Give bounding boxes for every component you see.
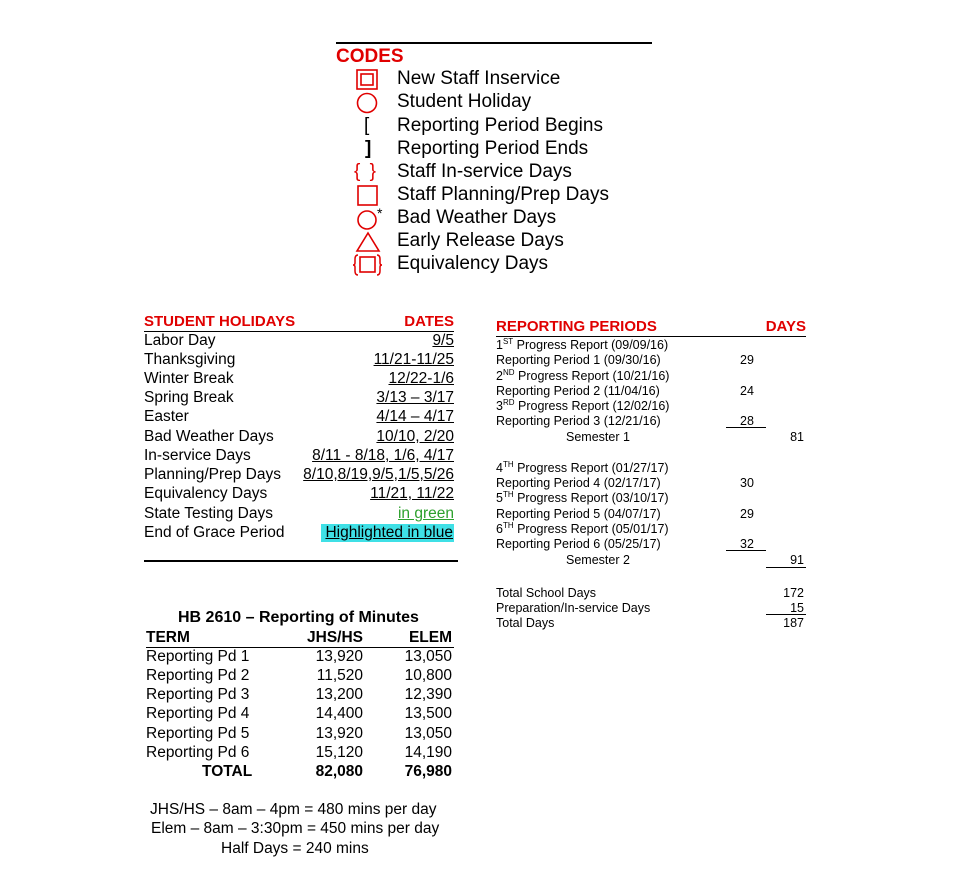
period-text: Progress Report (09/09/16): [513, 338, 669, 352]
note-elem-hours: Elem – 8am – 3:30pm = 450 mins per day: [151, 820, 440, 837]
period-text: Reporting Period 2 (11/04/16): [496, 384, 660, 398]
holiday-label: Easter: [144, 408, 189, 425]
elem-cell: 13,050: [404, 725, 452, 742]
holiday-label: Labor Day: [144, 332, 216, 349]
holidays-bottom-rule: [144, 560, 458, 562]
ordinal-suffix: TH: [502, 521, 514, 530]
period-days: 24: [740, 384, 754, 398]
period-text: Progress Report (10/21/16): [514, 369, 670, 383]
year-sum-rule: [766, 567, 806, 568]
total-label: Total School Days: [496, 586, 597, 600]
holiday-date-green: in green: [397, 505, 454, 522]
code-staff-planning-prep-days: [352, 185, 672, 207]
reporting-period-label: [496, 399, 669, 413]
jhs-hs-cell: 13,920: [315, 725, 363, 742]
ordinal-number: 3: [496, 399, 503, 413]
holiday-date: 12/22-1/6: [388, 370, 454, 387]
code-label: Student Holiday: [397, 91, 532, 112]
braced-square-icon: [352, 254, 388, 276]
total-label: TOTAL: [202, 763, 253, 780]
reporting-period-row: [496, 384, 806, 399]
ordinal-number: 6: [496, 522, 503, 536]
ordinal-suffix: RD: [502, 398, 515, 407]
minutes-row: [146, 744, 454, 763]
code-label: Early Release Days: [397, 230, 564, 251]
period-days: 32: [740, 537, 754, 551]
star-glyph: *: [377, 205, 383, 221]
double-square-icon: [352, 69, 388, 91]
holiday-date: 10/10, 2/20: [376, 428, 454, 445]
period-text: Semester 2: [566, 553, 630, 567]
reporting-period-label: [566, 430, 630, 444]
jhs-hs-cell: 13,200: [315, 686, 363, 703]
reporting-period-row: [496, 507, 806, 522]
reporting-period-row: [496, 522, 806, 537]
holiday-row: [144, 485, 454, 504]
holiday-date: 9/5: [432, 332, 454, 349]
holiday-date: 8/10,8/19,9/5,1/5,5/26: [303, 466, 454, 483]
code-label: Staff Planning/Prep Days: [397, 184, 609, 205]
square-icon: [352, 185, 388, 207]
period-text: Progress Report (05/01/17): [513, 522, 669, 536]
code-early-release-days: [352, 231, 672, 253]
total-row: [496, 616, 806, 631]
holiday-row: [144, 351, 454, 370]
holiday-row: [144, 447, 454, 466]
holiday-row: [144, 332, 454, 351]
semester-total: 81: [790, 430, 804, 444]
ordinal-suffix: TH: [502, 460, 514, 469]
period-days: 28: [740, 414, 754, 428]
ordinal-suffix: ST: [502, 337, 514, 346]
code-label: Equivalency Days: [397, 253, 549, 274]
note-half-days: Half Days = 240 mins: [221, 840, 369, 857]
ordinal-number: 4: [496, 461, 503, 475]
codes-title: CODES: [336, 46, 404, 67]
open-bracket-icon: [: [364, 115, 370, 136]
jhs-hs-cell: 13,920: [315, 648, 363, 665]
reporting-period-label: [496, 522, 669, 536]
code-new-staff-inservice: [352, 69, 672, 91]
period-text: Reporting Period 3 (12/21/16): [496, 414, 661, 428]
semester-total: 91: [790, 553, 804, 567]
elem-total: 76,980: [404, 763, 452, 780]
hb2610-header: [146, 629, 454, 648]
term-cell: Reporting Pd 3: [146, 686, 250, 703]
code-reporting-period-ends: [352, 139, 672, 161]
holiday-label: Bad Weather Days: [144, 428, 274, 445]
minutes-total-row: [146, 763, 454, 782]
holiday-row: [144, 524, 454, 543]
term-cell: Reporting Pd 6: [146, 744, 250, 761]
reporting-period-label: [496, 369, 669, 383]
reporting-period-row: [496, 338, 806, 353]
reporting-period-row: [496, 476, 806, 491]
reporting-period-label: [496, 414, 661, 428]
holiday-row: [144, 505, 454, 524]
close-bracket-icon: ]: [365, 138, 372, 159]
elem-cell: 13,500: [404, 705, 452, 722]
period-text: Progress Report (03/10/17): [513, 491, 669, 505]
grand-total-rule: [766, 614, 806, 615]
reporting-period-label: [566, 553, 630, 567]
code-staff-inservice-days: [352, 162, 672, 184]
holiday-date: 8/11 - 8/18, 1/6, 4/17: [312, 447, 454, 464]
semester2-sum-rule: [726, 550, 766, 551]
note-jhs-hs-hours: JHS/HS – 8am – 4pm = 480 mins per day: [150, 801, 437, 818]
minutes-row: [146, 705, 454, 724]
period-text: Reporting Period 5 (04/07/17): [496, 507, 661, 521]
term-cell: Reporting Pd 4: [146, 705, 250, 722]
elem-header: ELEM: [408, 629, 452, 646]
period-text: Progress Report (01/27/17): [513, 461, 669, 475]
triangle-icon: [352, 231, 388, 253]
total-row: [496, 586, 806, 601]
circle-icon: [352, 92, 388, 114]
code-bad-weather-days: [352, 205, 672, 230]
reporting-period-label: [496, 338, 668, 352]
hb2610-title: HB 2610 – Reporting of Minutes: [178, 609, 419, 626]
period-text: Reporting Period 6 (05/25/17): [496, 537, 661, 551]
semester1-sum-rule: [726, 427, 766, 428]
code-label: Bad Weather Days: [397, 207, 557, 228]
reporting-period-label: [496, 476, 661, 490]
period-days: 29: [740, 507, 754, 521]
elem-cell: 13,050: [404, 648, 452, 665]
reporting-period-label: [496, 491, 669, 505]
elem-cell: 10,800: [404, 667, 452, 684]
period-text: Semester 1: [566, 430, 630, 444]
term-header: TERM: [146, 629, 190, 646]
holiday-date-highlight: Highlighted in blue: [321, 524, 454, 542]
term-cell: Reporting Pd 2: [146, 667, 250, 684]
term-cell: Reporting Pd 5: [146, 725, 250, 742]
ordinal-number: 1: [496, 338, 503, 352]
total-value: 172: [783, 586, 804, 600]
code-label: Reporting Period Begins: [397, 115, 603, 136]
elem-cell: 14,190: [404, 744, 452, 761]
period-text: Reporting Period 1 (09/30/16): [496, 353, 661, 367]
holiday-date: 4/14 – 4/17: [376, 408, 454, 425]
holiday-date: 11/21, 11/22: [370, 485, 454, 502]
total-value: 15: [790, 601, 804, 615]
reporting-period-row: [496, 399, 806, 414]
holiday-label: State Testing Days: [144, 505, 273, 522]
student-holidays-header: [144, 313, 454, 332]
code-student-holiday: [352, 92, 672, 114]
period-days: 30: [740, 476, 754, 490]
minutes-row: [146, 725, 454, 744]
reporting-period-label: [496, 461, 669, 475]
reporting-period-row: [496, 461, 806, 476]
jhs-hs-cell: 11,520: [316, 667, 363, 684]
reporting-period-label: [496, 353, 661, 367]
period-days: 29: [740, 353, 754, 367]
curly-braces-icon: { }: [354, 161, 378, 182]
holiday-label: Spring Break: [144, 389, 234, 406]
holiday-label: Thanksgiving: [144, 351, 236, 368]
total-label: Total Days: [496, 616, 555, 630]
top-rule: [336, 42, 652, 44]
holiday-label: In-service Days: [144, 447, 251, 464]
period-text: Reporting Period 4 (02/17/17): [496, 476, 661, 490]
code-label: New Staff Inservice: [397, 68, 561, 89]
total-row: [496, 601, 806, 616]
reporting-period-row: [496, 553, 806, 568]
reporting-periods-header: [496, 318, 806, 337]
jhs-hs-cell: 15,120: [315, 744, 363, 761]
dates-header: DATES: [404, 313, 454, 330]
reporting-period-row: [496, 369, 806, 384]
holiday-row: [144, 466, 454, 485]
jhs-hs-total: 82,080: [315, 763, 363, 780]
reporting-period-row: [496, 491, 806, 506]
minutes-row: [146, 667, 454, 686]
code-equivalency-days: [352, 254, 672, 276]
holiday-date: 3/13 – 3/17: [376, 389, 454, 406]
holiday-label: Planning/Prep Days: [144, 466, 281, 483]
holiday-date: 11/21-11/25: [373, 351, 454, 368]
term-cell: Reporting Pd 1: [146, 648, 250, 665]
reporting-period-label: [496, 537, 661, 551]
code-reporting-period-begins: [352, 116, 672, 138]
total-label: Preparation/In-service Days: [496, 601, 651, 615]
ordinal-number: 5: [496, 491, 503, 505]
circle-star-icon: [352, 208, 388, 230]
code-label: Reporting Period Ends: [397, 138, 589, 159]
reporting-period-row: [496, 353, 806, 368]
elem-cell: 12,390: [404, 686, 452, 703]
ordinal-suffix: ND: [502, 368, 515, 377]
period-text: Progress Report (12/02/16): [514, 399, 670, 413]
reporting-periods-title: REPORTING PERIODS: [496, 318, 657, 335]
holiday-row: [144, 370, 454, 389]
reporting-period-row: [496, 430, 806, 445]
holiday-row: [144, 389, 454, 408]
jhs-hs-header: JHS/HS: [307, 629, 363, 646]
minutes-row: [146, 648, 454, 667]
minutes-row: [146, 686, 454, 705]
ordinal-number: 2: [496, 369, 503, 383]
holiday-label: Equivalency Days: [144, 485, 268, 502]
ordinal-suffix: TH: [502, 490, 514, 499]
reporting-period-label: [496, 384, 660, 398]
holiday-row: [144, 408, 454, 427]
holiday-label: End of Grace Period: [144, 524, 285, 541]
student-holidays-title: STUDENT HOLIDAYS: [144, 313, 296, 330]
holiday-label: Winter Break: [144, 370, 234, 387]
reporting-period-label: [496, 507, 661, 521]
code-label: Staff In-service Days: [397, 161, 572, 182]
holiday-row: [144, 428, 454, 447]
days-header: DAYS: [765, 318, 806, 335]
total-value: 187: [783, 616, 804, 630]
jhs-hs-cell: 14,400: [315, 705, 363, 722]
